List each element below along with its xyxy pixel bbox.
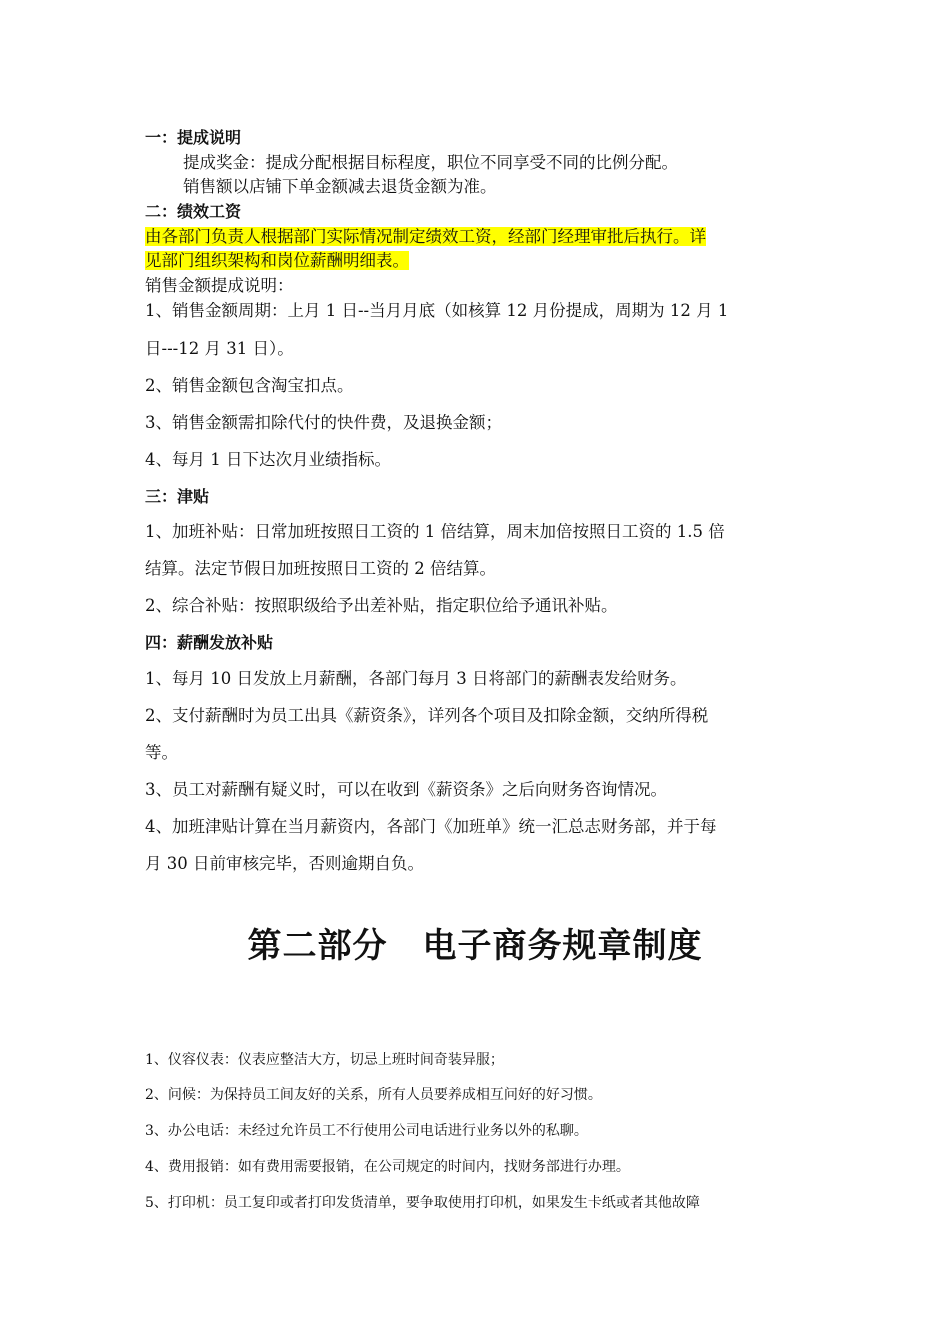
list-item: 1、销售金额周期：上月 1 日--当月月底（如核算 12 月份提成，周期为 12 月 1 — [145, 301, 729, 320]
section1-heading: 一：提成说明 — [145, 128, 242, 147]
list-item: 5、打印机：员工复印或者打印发货清单，要争取使用打印机，如果发生卡纸或者其他故障 — [145, 1195, 700, 1211]
part2-title: 第二部分 电子商务规章制度 — [247, 926, 703, 966]
section2-highlight-line-1 — [145, 226, 706, 248]
list-item: 1、仪容仪表：仪表应整洁大方，切忌上班时间奇装异服； — [145, 1052, 504, 1068]
highlighted-text: 见部门组织架构和岗位薪酬明细表。 — [145, 251, 409, 270]
section3-heading: 三：津贴 — [145, 487, 210, 506]
list-item: 4、每月 1 日下达次月业绩指标。 — [145, 450, 391, 469]
list-item: 2、问候：为保持员工间友好的关系，所有人员要养成相互问好的好习惯。 — [145, 1087, 602, 1103]
section4-heading: 四：薪酬发放补贴 — [145, 633, 274, 652]
section2-heading: 二：绩效工资 — [145, 202, 242, 221]
list-item: 日---12 月 31 日）。 — [145, 339, 294, 358]
list-item: 2、综合补贴：按照职级给予出差补贴，指定职位给予通讯补贴。 — [145, 596, 618, 615]
list-item: 4、加班津贴计算在当月薪资内，各部门《加班单》统一汇总志财务部，并于每 — [145, 817, 717, 836]
list-item: 1、每月 10 日发放上月薪酬，各部门每月 3 日将部门的薪酬表发给财务。 — [145, 669, 687, 688]
section2-subheading: 销售金额提成说明： — [145, 276, 294, 295]
section1-line-1: 提成奖金：提成分配根据目标程度，职位不同享受不同的比例分配。 — [183, 153, 678, 172]
list-item: 月 30 日前审核完毕，否则逾期自负。 — [145, 854, 424, 873]
list-item: 2、销售金额包含淘宝扣点。 — [145, 376, 354, 395]
list-item: 3、办公电话：未经过允许员工不行使用公司电话进行业务以外的私聊。 — [145, 1123, 588, 1139]
list-item: 1、加班补贴：日常加班按照日工资的 1 倍结算，周末加倍按照日工资的 1.5 倍 — [145, 522, 725, 541]
list-item: 结算。法定节假日加班按照日工资的 2 倍结算。 — [145, 559, 496, 578]
highlighted-text: 由各部门负责人根据部门实际情况制定绩效工资，经部门经理审批后执行。详 — [145, 227, 706, 246]
list-item: 4、费用报销：如有费用需要报销，在公司规定的时间内，找财务部进行办理。 — [145, 1159, 630, 1175]
section2-highlight-line-2 — [145, 250, 409, 272]
list-item: 2、支付薪酬时为员工出具《薪资条》，详列各个项目及扣除金额，交纳所得税 — [145, 706, 709, 725]
list-item: 等。 — [145, 743, 178, 762]
list-item: 3、销售金额需扣除代付的快件费，及退换金额； — [145, 413, 502, 432]
list-item: 3、员工对薪酬有疑义时，可以在收到《薪资条》之后向财务咨询情况。 — [145, 780, 667, 799]
section1-line-2: 销售额以店铺下单金额减去退货金额为准。 — [183, 177, 497, 196]
